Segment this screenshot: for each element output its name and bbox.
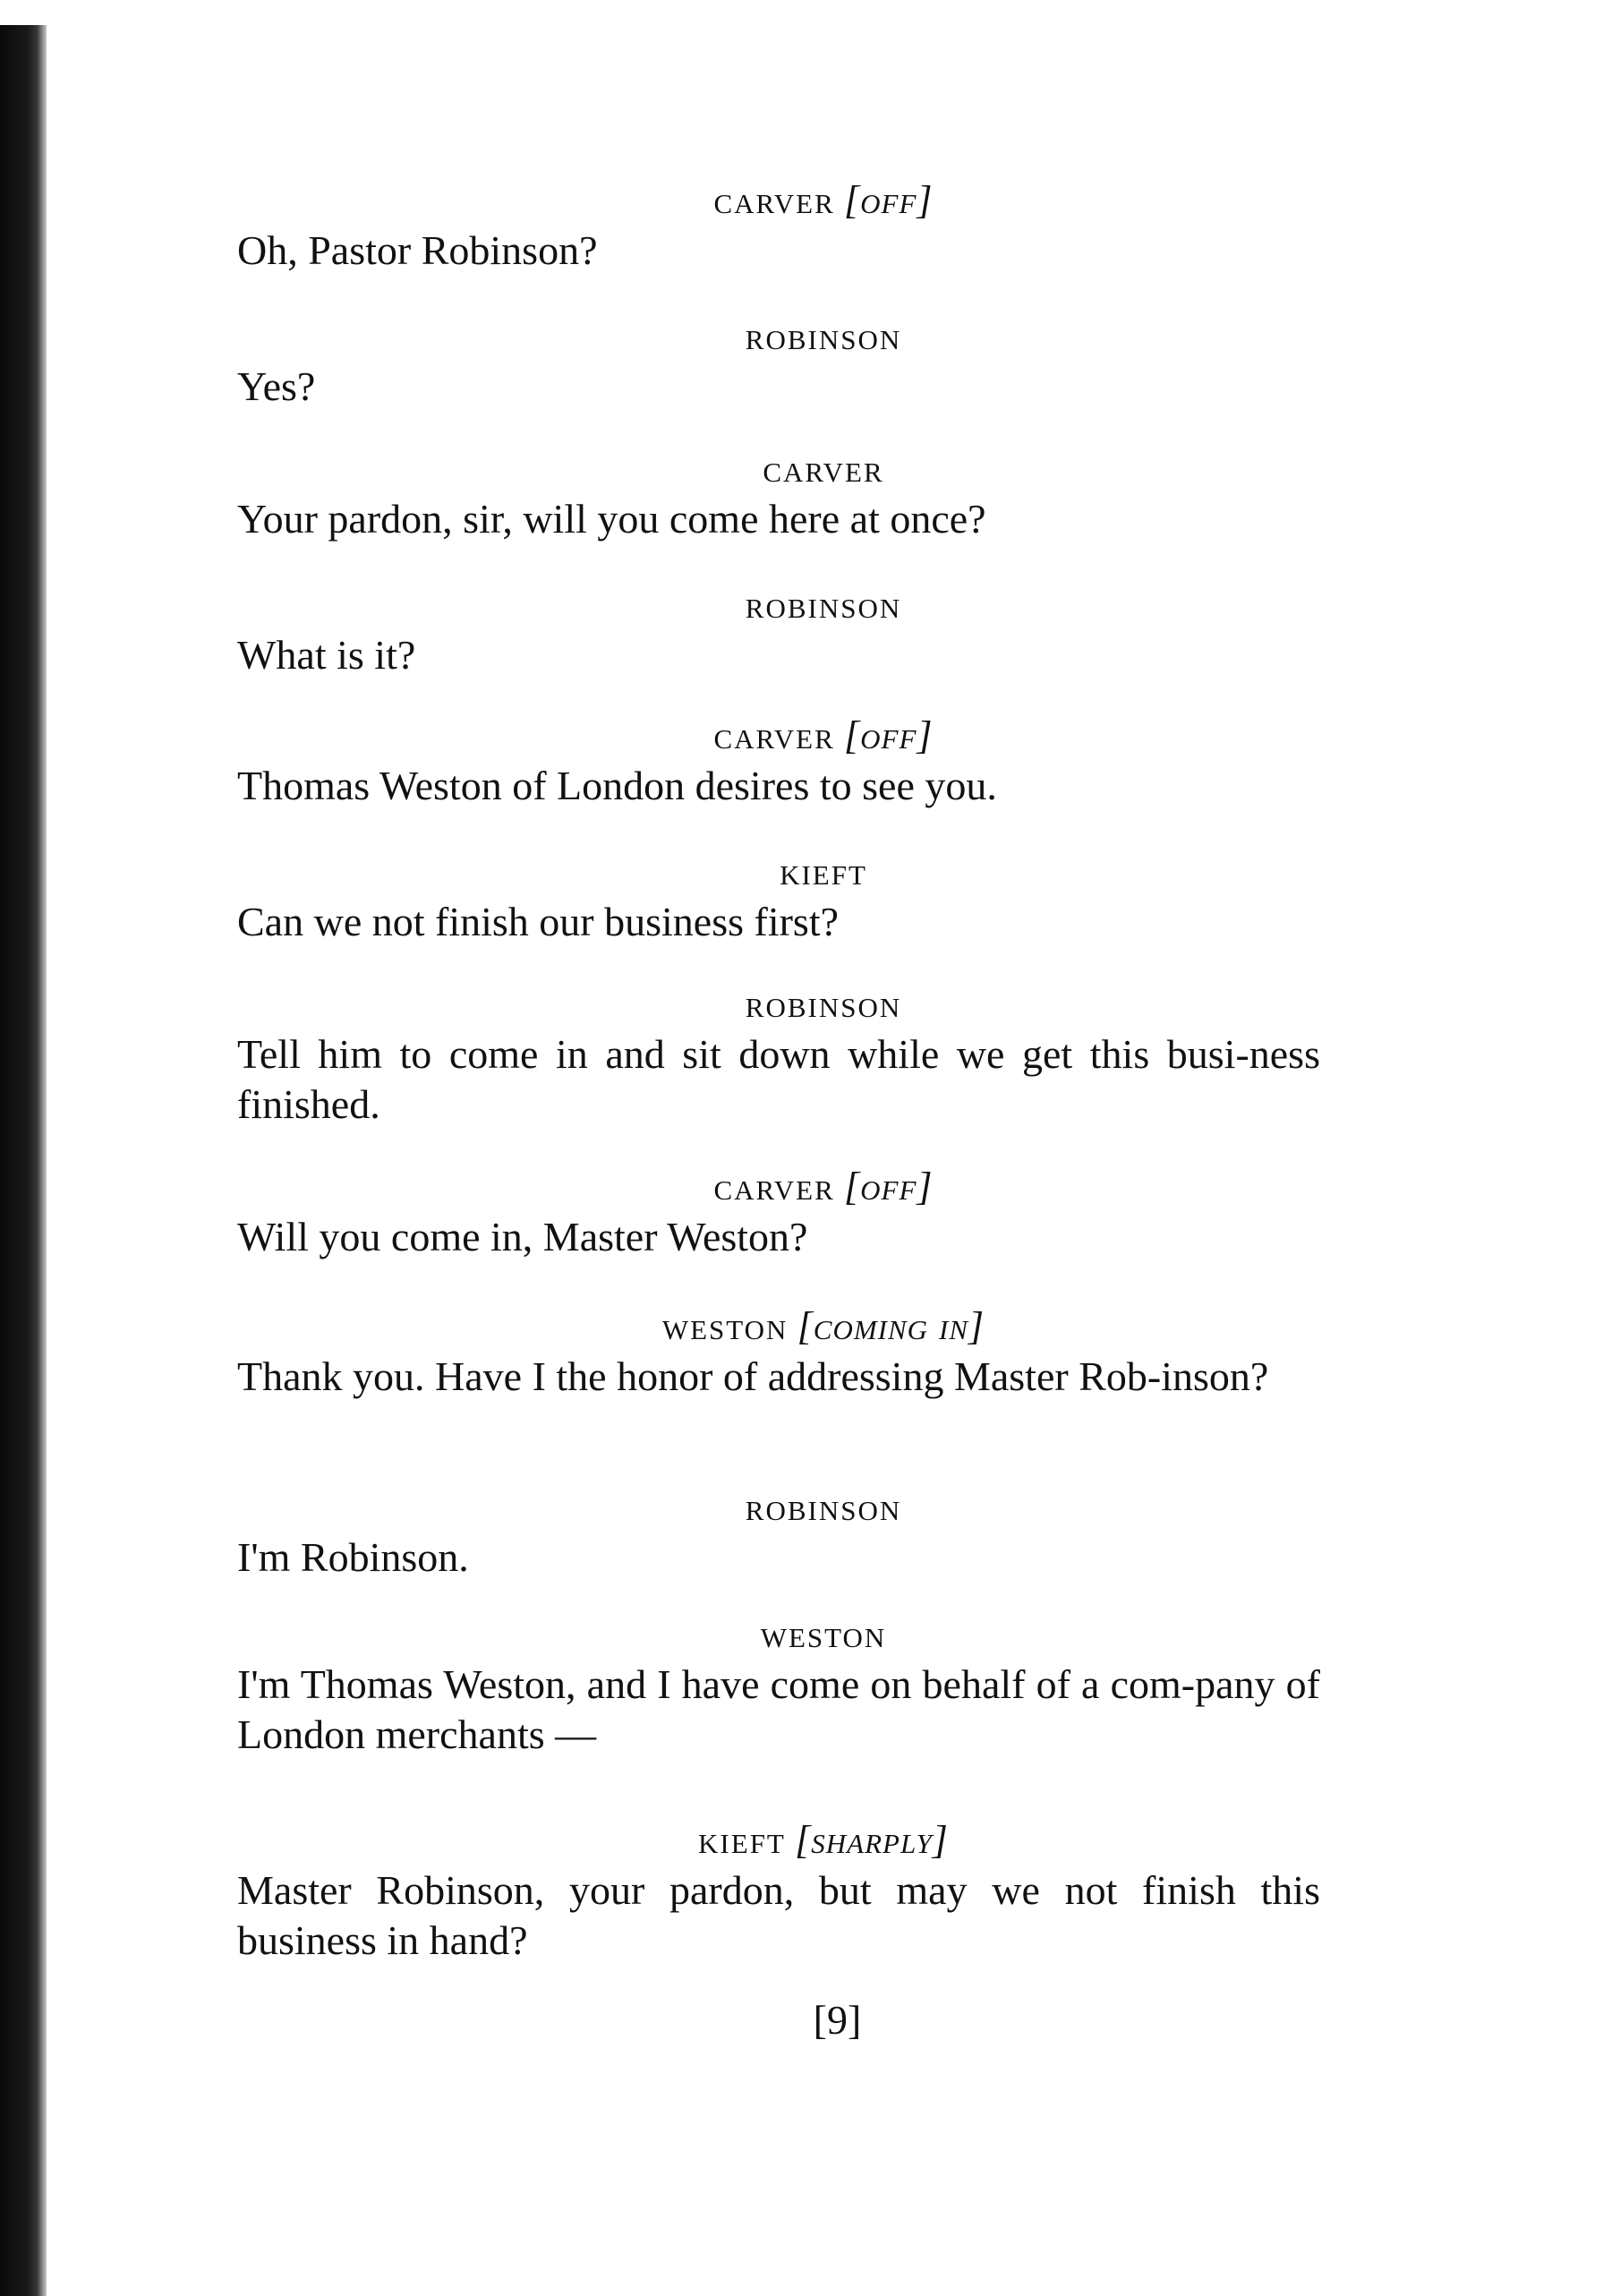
speaker-name: CARVER [713, 723, 835, 755]
dialogue-block [237, 850, 1329, 974]
dialogue-block [237, 714, 1329, 838]
dialogue-line: Master Robinson, your pardon, but may we not finish this business in hand? [237, 1867, 1320, 1963]
speaker-heading [237, 179, 1329, 226]
dialogue-line: I'm Robinson. [237, 1534, 469, 1580]
dialogue-block [237, 448, 1329, 571]
speaker-heading [237, 983, 1329, 1029]
dialogue-block [237, 584, 1329, 707]
dialogue-line: Yes? [237, 363, 316, 409]
dialogue-block [237, 983, 1329, 1157]
speaker-heading [237, 1819, 1329, 1865]
stage-direction: [off] [844, 1165, 934, 1208]
stage-direction: [off] [844, 178, 934, 222]
page-number: [9] [813, 1997, 862, 2043]
speaker-name: CARVER [713, 188, 835, 219]
dialogue-line: What is it? [237, 632, 416, 678]
stage-direction: [sharply] [795, 1818, 949, 1862]
dialogue-block [237, 1165, 1329, 1289]
speaker-heading [237, 850, 1329, 897]
speaker-heading [237, 1165, 1329, 1212]
speaker-name: ROBINSON [745, 593, 902, 624]
speaker-name: ROBINSON [745, 992, 902, 1023]
dialogue-block [237, 1486, 1329, 1609]
dialogue-line: Your pardon, sir, will you come here at once? [237, 496, 986, 542]
dialogue-line: Tell him to come in and sit down while we get this busi-ness finished. [237, 1031, 1320, 1127]
dialogue-line: Thank you. Have I the honor of addressing Master Rob-inson? [237, 1353, 1269, 1399]
dialogue-line: Will you come in, Master Weston? [237, 1214, 808, 1259]
speaker-heading [237, 584, 1329, 630]
speaker-name: ROBINSON [745, 324, 902, 355]
speaker-heading [237, 315, 1329, 362]
speaker-name: KIEFT [698, 1828, 786, 1859]
dialogue-block [237, 179, 1329, 303]
dialogue-line: Can we not finish our business first? [237, 899, 840, 944]
speaker-heading [237, 714, 1329, 761]
dialogue-block [237, 1819, 1329, 1993]
dialogue-line: Thomas Weston of London desires to see you. [237, 763, 997, 808]
stage-direction: [coming in] [797, 1304, 985, 1348]
speaker-name: CARVER [713, 1174, 835, 1206]
dialogue-block [237, 1305, 1329, 1429]
speaker-name: KIEFT [780, 859, 867, 891]
speaker-heading [237, 448, 1329, 494]
dialogue-block [237, 1613, 1329, 1787]
stage-direction: [off] [844, 713, 934, 757]
binding-edge [0, 25, 47, 2296]
speaker-name: CARVER [763, 457, 884, 488]
speaker-heading [237, 1305, 1329, 1352]
dialogue-line: Oh, Pastor Robinson? [237, 227, 598, 273]
dialogue-line: I'm Thomas Weston, and I have come on behalf of a com-pany of London merchants — [237, 1661, 1320, 1757]
speaker-name: WESTON [661, 1314, 789, 1345]
speaker-name: ROBINSON [745, 1495, 902, 1526]
speaker-heading [237, 1486, 1329, 1532]
speaker-name: WESTON [760, 1622, 887, 1653]
dialogue-block [237, 315, 1329, 439]
speaker-heading [237, 1613, 1329, 1660]
